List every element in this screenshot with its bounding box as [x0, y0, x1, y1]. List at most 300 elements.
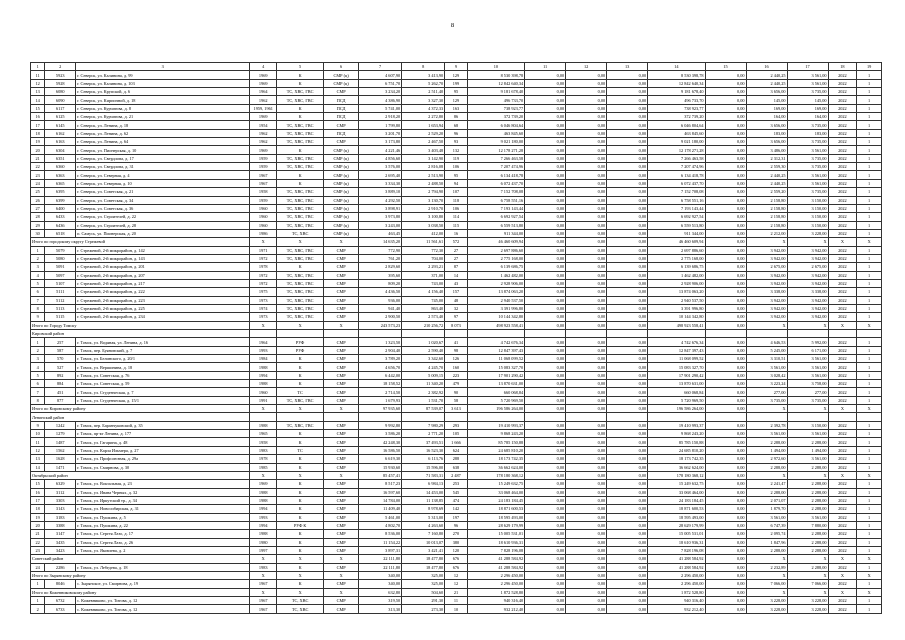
table-cell: 0,00	[607, 204, 648, 212]
table-cell: 0,00	[566, 388, 607, 396]
table-cell: 6	[31, 288, 45, 296]
table-cell	[250, 413, 277, 421]
table-cell: X	[857, 571, 882, 579]
table-cell: 71 583,31	[402, 471, 445, 479]
table-cell: г. Северск, ул. Курчатова, д. 8	[76, 104, 250, 112]
table-cell: 1967	[250, 580, 277, 588]
table-cell: 16	[445, 229, 468, 237]
table-cell: X	[746, 588, 787, 596]
table-cell: 2 714,50	[359, 388, 402, 396]
table-row	[31, 430, 882, 438]
table-row	[31, 79, 882, 87]
table-cell: 37 493,51	[402, 438, 445, 446]
table-cell: 6400	[45, 204, 76, 212]
table-cell: 1973	[250, 313, 277, 321]
table-cell: К	[277, 513, 324, 521]
table-cell: СМР	[324, 396, 359, 404]
table-cell	[828, 330, 857, 338]
table-cell: 7 266 463,58	[648, 154, 705, 162]
table-cell: 273,30	[402, 605, 445, 613]
table-cell: 3 228,00	[746, 597, 787, 605]
table-cell	[277, 330, 324, 338]
table-cell: 1	[857, 171, 882, 179]
table-cell: 24	[31, 563, 45, 571]
table-cell: 129	[445, 71, 468, 79]
header-cell: 8	[402, 63, 445, 71]
table-cell	[566, 330, 607, 338]
table-cell: 14 635,20	[359, 238, 402, 246]
table-cell: 0,00	[705, 455, 746, 463]
table-cell: 2022	[828, 196, 857, 204]
table-cell: X	[746, 238, 787, 246]
table-cell: 25	[31, 188, 45, 196]
header-cell: 15	[705, 63, 746, 71]
table-cell: г. Северск, ул. Крупской, д. 6	[76, 88, 250, 96]
table-cell: 6436	[45, 221, 76, 229]
table-cell: 12	[31, 446, 45, 454]
table-cell: 0,00	[607, 363, 648, 371]
table-cell: 3 038,50	[402, 221, 445, 229]
table-cell: 0,00	[525, 530, 566, 538]
table-cell: 0,00	[705, 188, 746, 196]
table-cell: 0,00	[566, 171, 607, 179]
table-row	[31, 271, 882, 279]
table-cell: 145,00	[746, 96, 787, 104]
table-cell: 2022	[828, 388, 857, 396]
table-cell: 1997	[250, 546, 277, 554]
table-cell: X	[857, 555, 882, 563]
table-cell: 0,00	[705, 521, 746, 529]
table-cell: 15 005 531,01	[467, 530, 524, 538]
table-cell: 12	[31, 79, 45, 87]
table-cell: 1	[857, 380, 882, 388]
table-cell: ТС, ХВС, ГВС	[277, 396, 324, 404]
table-cell: 0,00	[525, 238, 566, 246]
table-cell: 5 262,70	[402, 79, 445, 87]
table-cell: СМР (ц)	[324, 79, 359, 87]
table-cell: 1	[857, 288, 882, 296]
table-cell: 587	[45, 346, 76, 354]
table-cell: 6 758 551,16	[467, 196, 524, 204]
table-cell: 32	[445, 304, 468, 312]
table-cell: 164,00	[787, 113, 828, 121]
table-cell: 95	[445, 88, 468, 96]
table-row	[31, 330, 882, 338]
table-cell: 1	[857, 580, 882, 588]
table-cell: СМР (ц)	[324, 163, 359, 171]
table-cell: 2 590,40	[402, 346, 445, 354]
table-cell: 1	[857, 279, 882, 287]
table-cell: 1988	[250, 380, 277, 388]
table-cell: 8 073	[445, 321, 468, 329]
table-cell: 183,00	[787, 129, 828, 137]
table-row	[31, 254, 882, 262]
table-cell: 94	[445, 179, 468, 187]
table-cell: 0,00	[525, 129, 566, 137]
table-cell: X	[787, 571, 828, 579]
table-cell: 0,00	[705, 505, 746, 513]
table-cell: 3 223,24	[746, 380, 787, 388]
table-cell: 85 785 150,88	[467, 438, 524, 446]
table-cell: 2	[31, 346, 45, 354]
table-cell: г. Стрежевой, 2-й микрорайон, д. 143	[76, 254, 250, 262]
table-cell: 3 942,00	[787, 271, 828, 279]
table-cell: 676	[445, 563, 468, 571]
table-cell: 1959	[250, 163, 277, 171]
table-cell: 0,00	[705, 171, 746, 179]
table-cell: 0,00	[705, 438, 746, 446]
table-cell: 0,00	[607, 321, 648, 329]
table-cell: 1	[857, 521, 882, 529]
table-row	[31, 138, 882, 146]
table-cell: 3 942,00	[746, 313, 787, 321]
table-cell: 85 785 150,88	[648, 438, 705, 446]
table-cell: 183,00	[746, 129, 787, 137]
table-cell: К	[277, 146, 324, 154]
table-cell: 4 292,50	[359, 196, 402, 204]
table-row	[31, 129, 882, 137]
table-cell: 5113	[45, 304, 76, 312]
table-cell: 14	[31, 96, 45, 104]
header-cell: 3	[76, 63, 250, 71]
table-cell: 0,00	[705, 221, 746, 229]
table-cell: 3 942,00	[787, 304, 828, 312]
table-row	[31, 321, 882, 329]
table-cell: 0,00	[525, 496, 566, 504]
table-cell: 3 486,00	[746, 146, 787, 154]
table-cell: 0,00	[607, 313, 648, 321]
table-cell: 0,00	[525, 580, 566, 588]
table-cell: 1	[857, 513, 882, 521]
table-cell: 0,00	[607, 605, 648, 613]
table-cell: 0,00	[607, 79, 648, 87]
table-cell: 3 421,41	[402, 546, 445, 554]
table-cell: 1	[857, 338, 882, 346]
table-cell: 1986	[250, 229, 277, 237]
table-cell: К	[277, 505, 324, 513]
table-cell: 2 695,40	[359, 171, 402, 179]
table-cell: 772,90	[359, 246, 402, 254]
section-label: Кировский район	[31, 330, 250, 338]
table-cell: 0,00	[525, 288, 566, 296]
table-cell: 0,00	[566, 597, 607, 605]
table-cell: 6117	[45, 104, 76, 112]
table-row	[31, 463, 882, 471]
table-cell: СМР	[324, 338, 359, 346]
table-cell: 115	[445, 221, 468, 229]
table-cell: X	[277, 571, 324, 579]
table-cell: 0,00	[607, 563, 648, 571]
table-cell: 463 845,60	[467, 129, 524, 137]
table-cell: 6145	[45, 121, 76, 129]
table-cell: X	[828, 321, 857, 329]
table-cell: 3 342,60	[402, 355, 445, 363]
table-cell: ТС, ХВС, ГВС	[277, 154, 324, 162]
table-cell: 2 771,20	[402, 430, 445, 438]
table-cell: 0,00	[607, 254, 648, 262]
table-cell: 0,00	[705, 263, 746, 271]
table-row	[31, 405, 882, 413]
table-cell: X	[828, 405, 857, 413]
table-cell: 0,00	[525, 405, 566, 413]
table-cell: 1 799,80	[359, 121, 402, 129]
table-cell: 4	[31, 271, 45, 279]
table-cell: СМР	[324, 521, 359, 529]
table-cell: 9 181 678,40	[648, 88, 705, 96]
table-cell: г. Северск, ул. Северная, д. 4	[76, 171, 250, 179]
table-cell: 0,00	[525, 196, 566, 204]
table-cell: 13 870 631,00	[467, 380, 524, 388]
table-cell: 0,00	[607, 221, 648, 229]
table-cell: 6732	[45, 597, 76, 605]
table-cell: 6351	[45, 154, 76, 162]
table-cell: ТС, ХВС, ГВС	[277, 221, 324, 229]
table-cell: 809,20	[359, 279, 402, 287]
table-cell: 2022	[828, 346, 857, 354]
header-cell: 10	[467, 63, 524, 71]
table-cell: 2022	[828, 288, 857, 296]
table-cell: X	[746, 471, 787, 479]
table-cell: 18 595 493,00	[648, 513, 705, 521]
table-cell: 2 440,25	[746, 71, 787, 79]
table-row	[31, 338, 882, 346]
table-cell: г. Северск, ул. Свердлова, д. 31	[76, 163, 250, 171]
table-cell: 0,00	[566, 355, 607, 363]
table-cell: 288	[445, 455, 468, 463]
table-cell: 4 221,46	[359, 146, 402, 154]
table-cell: 3 150,00	[787, 221, 828, 229]
table-cell: 340,00	[359, 571, 402, 579]
table-cell: 0,00	[525, 171, 566, 179]
table-cell: 0,00	[705, 555, 746, 563]
table-cell: 1 653,94	[402, 121, 445, 129]
table-cell: 6 442,00	[359, 371, 402, 379]
table-cell: 163	[445, 104, 468, 112]
table-cell: 6 559 513,80	[467, 221, 524, 229]
table-cell: 3 142,90	[402, 154, 445, 162]
table-cell: 1	[857, 96, 882, 104]
table-cell: ТС, ХВС	[277, 605, 324, 613]
table-cell: 527	[45, 363, 76, 371]
table-cell: 0,00	[566, 188, 607, 196]
table-cell: 197	[445, 513, 468, 521]
table-cell: 0,00	[525, 221, 566, 229]
table-cell: 325,00	[402, 580, 445, 588]
table-cell: X	[324, 588, 359, 596]
table-cell: 42 248,30	[359, 438, 402, 446]
table-cell: 1	[857, 597, 882, 605]
table-cell: 2022	[828, 171, 857, 179]
table-cell: 90	[445, 388, 468, 396]
table-cell: ТС, ХВС, ГВС	[277, 96, 324, 104]
table-cell: 3 735,00	[787, 188, 828, 196]
table-cell: 9 021 180,00	[467, 138, 524, 146]
table-cell: 0,00	[566, 521, 607, 529]
table-cell: 4 742 676,34	[648, 338, 705, 346]
table-cell: 0,00	[607, 238, 648, 246]
table-cell: 5 461,00	[359, 513, 402, 521]
table-cell: 6304	[45, 146, 76, 154]
table-cell: 199	[445, 79, 468, 87]
table-row	[31, 488, 882, 496]
table-cell: 15 930,60	[359, 463, 402, 471]
table-cell: X	[787, 471, 828, 479]
table-cell: 0,00	[525, 555, 566, 563]
table-cell: СМР	[324, 388, 359, 396]
table-cell: 1994	[250, 371, 277, 379]
table-cell: 1	[857, 480, 882, 488]
table-cell: 8 530 398,78	[467, 71, 524, 79]
table-cell: 3 586,20	[359, 430, 402, 438]
table-cell: 4 372,33	[402, 104, 445, 112]
table-cell: ТС, ХВС, ГВС	[277, 129, 324, 137]
table-cell: 0,00	[525, 363, 566, 371]
table-cell: 0,00	[525, 163, 566, 171]
table-cell: 0,00	[566, 430, 607, 438]
table-cell: 2022	[828, 455, 857, 463]
table-cell: 41 288 584,92	[648, 563, 705, 571]
table-cell: г. Томск, ул. Яковлева, д. 2	[76, 546, 250, 554]
table-cell: 1471	[45, 463, 76, 471]
table-cell: 0,00	[525, 321, 566, 329]
table-cell: 940 316,40	[467, 597, 524, 605]
table-cell: 743,00	[402, 279, 445, 287]
table-cell: 1 462 482,00	[648, 271, 705, 279]
table-cell: СМР	[324, 421, 359, 429]
table-cell: 3 561,00	[787, 171, 828, 179]
table-cell: 1	[857, 371, 882, 379]
table-cell: 33 068 464,00	[467, 488, 524, 496]
table-cell: 2022	[828, 296, 857, 304]
table-cell: 18	[31, 505, 45, 513]
table-cell: 1	[857, 488, 882, 496]
table-cell: 6 758 551,16	[648, 196, 705, 204]
table-cell: 27	[445, 254, 468, 262]
table-cell: 2022	[828, 488, 857, 496]
table-cell: СМР	[324, 246, 359, 254]
table-cell: 41 288 584,92	[648, 555, 705, 563]
table-cell: 0,00	[525, 446, 566, 454]
table-cell: 2 904,40	[359, 346, 402, 354]
table-cell: 114	[445, 213, 468, 221]
table-cell: К	[277, 580, 324, 588]
table-cell: 1	[857, 229, 882, 237]
table-cell: 676	[445, 555, 468, 563]
table-cell	[277, 413, 324, 421]
section-label: Итого по Кожевниковскому району	[31, 588, 250, 596]
table-cell: 0,00	[705, 138, 746, 146]
table-cell: 7 828 196,08	[648, 546, 705, 554]
table-cell: 3 561,00	[746, 513, 787, 521]
table-row	[31, 296, 882, 304]
table-cell: 3 735,00	[787, 88, 828, 96]
table-cell: 3	[31, 263, 45, 271]
table-cell: 6433	[45, 213, 76, 221]
table-cell: 0,00	[566, 296, 607, 304]
table-row	[31, 355, 882, 363]
table-cell: 2022	[828, 338, 857, 346]
table-cell: 17	[31, 121, 45, 129]
table-cell: г. Томск, ул. Белинского, д. 20/1	[76, 355, 250, 363]
table-cell: 0,00	[607, 380, 648, 388]
table-cell: 4 386,90	[359, 96, 402, 104]
table-cell: 3 897,31	[359, 546, 402, 554]
table-cell: с. Кожевниково, ул. Титова, д. 12	[76, 605, 250, 613]
table-cell: 11	[445, 597, 468, 605]
table-cell: 884	[45, 380, 76, 388]
table-cell: 2 559,20	[746, 188, 787, 196]
table-cell: 87 539,07	[402, 405, 445, 413]
table-cell	[705, 330, 746, 338]
table-cell: г. Томск, ул. Пушкина, д. 5	[76, 513, 250, 521]
table-cell: 3 150,00	[787, 196, 828, 204]
table-cell: 48	[445, 296, 468, 304]
table-cell: 6 559 513,80	[648, 221, 705, 229]
table-cell: 1975	[250, 288, 277, 296]
table-cell: X	[857, 238, 882, 246]
table-cell: г. Северск, ул. Северная, д. 10	[76, 179, 250, 187]
table-row	[31, 221, 882, 229]
table-cell: 1628	[45, 455, 76, 463]
table-cell	[402, 413, 445, 421]
table-cell: X	[787, 238, 828, 246]
table-cell: 1969	[250, 480, 277, 488]
table-cell: 11	[31, 438, 45, 446]
table-cell: 3 942,00	[746, 296, 787, 304]
table-cell: 660 068,84	[648, 388, 705, 396]
table-cell: 496 733,70	[648, 96, 705, 104]
table-cell: 23	[31, 546, 45, 554]
table-cell: К	[277, 363, 324, 371]
table-cell: 1	[857, 179, 882, 187]
table-cell: 13 870 631,00	[648, 380, 705, 388]
table-cell: 2022	[828, 229, 857, 237]
table-cell: К	[277, 355, 324, 363]
table-cell: 27	[31, 204, 45, 212]
table-cell: СМР	[324, 263, 359, 271]
table-cell: 0,00	[607, 146, 648, 154]
table-cell: 11 138,85	[402, 496, 445, 504]
table-cell: X	[857, 405, 882, 413]
table-cell: 3143	[45, 505, 76, 513]
table-cell: 9 868 243,20	[648, 430, 705, 438]
table-cell: 1965	[250, 430, 277, 438]
table-cell: с. Зырянское, ул. Смирнова, д. 19	[76, 580, 250, 588]
table-cell: 196 586 264,00	[467, 405, 524, 413]
table-cell: 5	[31, 371, 45, 379]
table-cell: 0,00	[566, 246, 607, 254]
table-cell: 96	[445, 521, 468, 529]
table-cell: 18 595 493,00	[467, 513, 524, 521]
table-cell: 0,00	[566, 263, 607, 271]
table-cell: 6 692 927,54	[648, 213, 705, 221]
table-cell: г. Томск, ул. Пушкина, д. 22	[76, 521, 250, 529]
table-cell: 1	[857, 455, 882, 463]
table-cell: 14	[445, 271, 468, 279]
table-cell: 463 845,60	[648, 129, 705, 137]
table-cell: 12 178 271,28	[648, 146, 705, 154]
table-cell: 0,00	[705, 463, 746, 471]
table-cell: 15	[31, 104, 45, 112]
table-cell: 479	[445, 380, 468, 388]
table-cell: 3 150,00	[787, 421, 828, 429]
table-cell: 3 576,00	[359, 163, 402, 171]
table-cell: 3 942,00	[746, 254, 787, 262]
table-cell: 1960	[250, 221, 277, 229]
table-cell: 6 984,13	[402, 480, 445, 488]
table-cell: 0,00	[705, 121, 746, 129]
table-cell: 0,00	[525, 488, 566, 496]
